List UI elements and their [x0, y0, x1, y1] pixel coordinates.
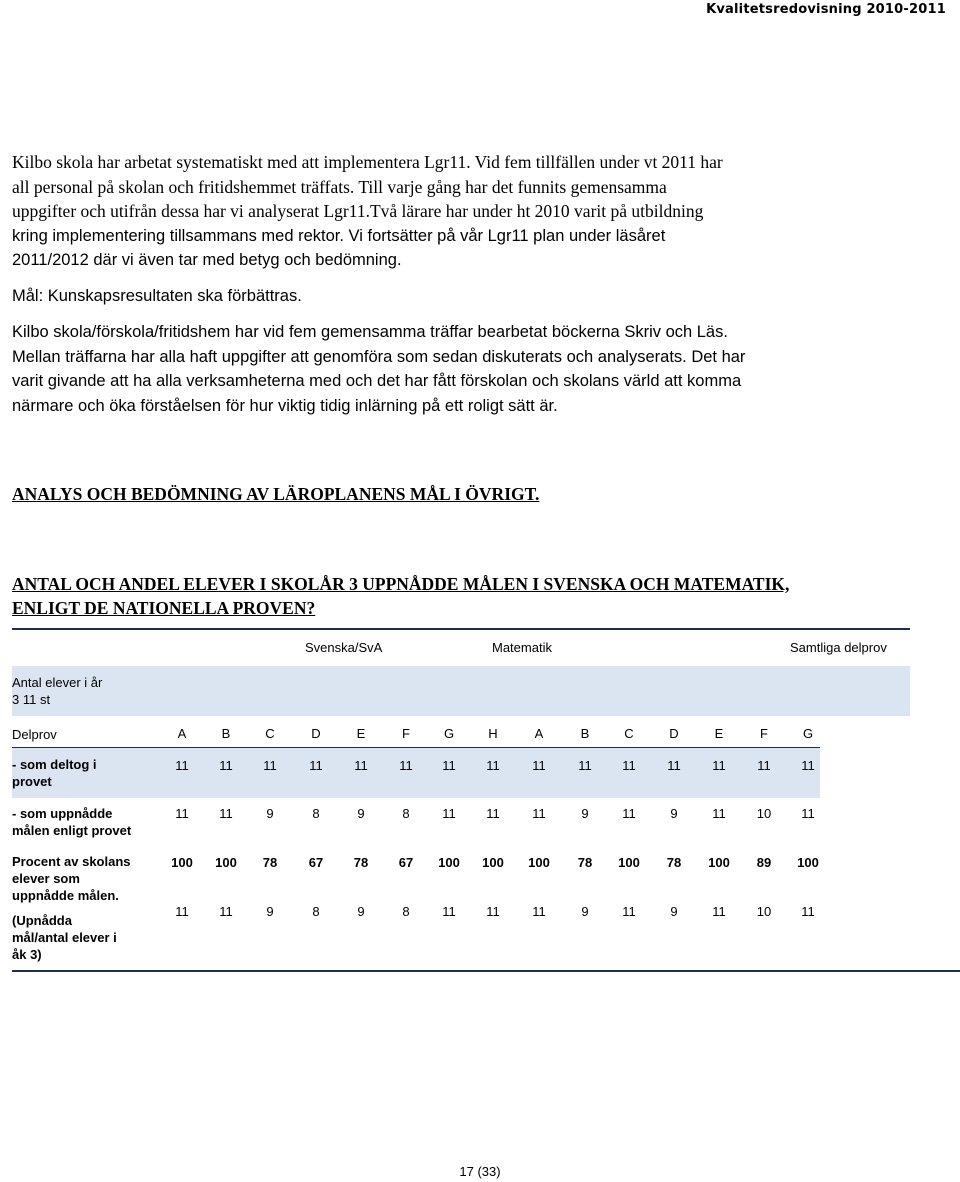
table-cell: 78: [577, 855, 593, 870]
table-cell: 9: [357, 904, 365, 919]
table-cell: 100: [438, 855, 460, 870]
table-cell: 11: [486, 806, 500, 821]
row-label-percent: [12, 853, 142, 904]
table-cell: 9: [266, 806, 274, 821]
table-cell: 11: [219, 904, 233, 919]
table-cell: 11: [622, 904, 636, 919]
label-line: Procent av skolans: [12, 854, 131, 869]
text-line: Kilbo skola/förskola/fritidshem har vid fem gemensamma träffar bearbetat böckerna Skriv och Läs.: [12, 323, 728, 341]
table-cell: 9: [670, 806, 678, 821]
table-cell: 9: [266, 904, 274, 919]
table-cell: 11: [712, 806, 726, 821]
column-header: A: [177, 726, 187, 741]
paragraph-collaboration: [12, 320, 948, 418]
table-cell: 100: [708, 855, 730, 870]
antal-elever-label: [12, 674, 142, 708]
table-cell: 8: [402, 904, 410, 919]
column-header: E: [356, 726, 366, 741]
table-cell: 11: [667, 758, 681, 773]
section-heading-analysis: ANALYS OCH BEDÖMNING AV LÄROPLANENS MÅL I ÖVRIGT.: [12, 484, 540, 504]
group-header-swedish: Svenska/SvA: [305, 640, 383, 655]
table-cell: 100: [171, 855, 193, 870]
table-cell: 11: [712, 758, 726, 773]
label-line: åk 3): [12, 947, 42, 962]
table-cell: 11: [757, 758, 771, 773]
table-cell: 11: [578, 758, 592, 773]
table-top-rule: [12, 628, 910, 630]
label-line: - som uppnådde: [12, 806, 113, 821]
column-header: G: [802, 726, 814, 741]
table-cell: 67: [398, 855, 414, 870]
table-cell: 100: [482, 855, 504, 870]
text-line: Mellan träffarna har alla haft uppgifter att genomföra som sedan diskuterats och analyserats. Det har: [12, 347, 746, 366]
page-number: 17 (33): [459, 1164, 501, 1179]
document-header: Kvalitetsredovisning 2010-2011: [706, 2, 946, 17]
section-heading-results: [12, 572, 789, 620]
label-line: Antal elever i år: [12, 675, 103, 690]
table-cell: 11: [354, 758, 368, 773]
table-cell: 8: [312, 806, 320, 821]
table-cell: 11: [532, 758, 546, 773]
table-cell: 11: [175, 904, 189, 919]
row-label-ratio: [12, 912, 142, 963]
band-rule: [12, 664, 910, 666]
heading-line: ENLIGT DE NATIONELLA PROVEN?: [12, 598, 316, 618]
table-cell: 78: [262, 855, 278, 870]
table-cell: 10: [756, 806, 772, 821]
table-cell: 11: [442, 806, 456, 821]
text-line: Kilbo skola har arbetat systematiskt med att implementera Lgr11. Vid fem tillfällen under vt 2011 har: [12, 152, 723, 172]
column-header: G: [443, 726, 455, 741]
label-line: mål/antal elever i: [12, 930, 117, 945]
table-cell: 100: [215, 855, 237, 870]
table-cell: 11: [263, 758, 277, 773]
label-line: - som deltog i: [12, 757, 97, 772]
row-rule: [12, 747, 820, 748]
column-header: D: [669, 726, 679, 741]
table-cell: 11: [712, 904, 726, 919]
row-label-participated: [12, 756, 142, 790]
table-cell: 100: [528, 855, 550, 870]
table-bottom-rule: [12, 970, 960, 972]
table-cell: 100: [618, 855, 640, 870]
table-cell: 78: [666, 855, 682, 870]
text-line: uppgifter och utifrån dessa har vi analyserat Lgr11.Två lärare har under ht 2010 varit på utbildning: [12, 201, 704, 221]
group-header-all: Samtliga delprov: [790, 640, 887, 655]
table-cell: 78: [353, 855, 369, 870]
table-cell: 11: [801, 806, 815, 821]
label-line: målen enligt provet: [12, 823, 132, 838]
label-line: elever som: [12, 871, 80, 886]
table-cell: 11: [622, 758, 636, 773]
table-cell: 11: [801, 758, 815, 773]
label-line: 3 11 st: [12, 692, 51, 707]
table-cell: 9: [357, 806, 365, 821]
table-cell: 11: [486, 904, 500, 919]
table-cell: 89: [756, 855, 772, 870]
label-line: uppnådde målen.: [12, 888, 119, 903]
table-cell: 11: [309, 758, 323, 773]
table-cell: 11: [175, 758, 189, 773]
delprov-label: Delprov: [12, 727, 57, 742]
column-header: B: [221, 726, 231, 741]
table-cell: 9: [670, 904, 678, 919]
table-cell: 11: [399, 758, 413, 773]
column-header: E: [714, 726, 724, 741]
paragraph-implementation: [12, 150, 948, 273]
table-cell: 67: [308, 855, 324, 870]
column-header: D: [311, 726, 321, 741]
heading-line: ANTAL OCH ANDEL ELEVER I SKOLÅR 3 UPPNÅDDE MÅLEN I SVENSKA OCH MATEMATIK,: [12, 574, 790, 594]
column-header: C: [624, 726, 634, 741]
group-header-math: Matematik: [492, 640, 552, 655]
table-cell: 11: [442, 904, 456, 919]
table-cell: 11: [801, 904, 815, 919]
column-header: F: [402, 726, 410, 741]
table-cell: 9: [581, 806, 589, 821]
table-cell: 8: [402, 806, 410, 821]
text-line: 2011/2012 där vi även tar med betyg och bedömning.: [12, 251, 402, 269]
row-label-achieved: [12, 805, 142, 839]
column-header: A: [534, 726, 544, 741]
text-line: all personal på skolan och fritidshemmet träffats. Till varje gång har det funnits gemensamma: [12, 176, 667, 197]
table-cell: 100: [797, 855, 819, 870]
table-cell: 8: [312, 904, 320, 919]
goal-text: Mål: Kunskapsresultaten ska förbättras.: [12, 287, 302, 305]
column-header: F: [760, 726, 768, 741]
text-line: varit givande att ha alla verksamheterna med och det har fått förskolan och skolans värld att komma: [12, 372, 742, 390]
table-cell: 11: [442, 758, 456, 773]
table-cell: 11: [219, 806, 233, 821]
table-cell: 11: [486, 758, 500, 773]
table-cell: 10: [756, 904, 772, 919]
table-cell: 11: [622, 806, 636, 821]
table-cell: 11: [532, 904, 546, 919]
table-cell: 11: [175, 806, 189, 821]
text-line: närmare och öka förståelsen för hur viktig tidig inlärning på ett roligt sätt är.: [12, 396, 558, 415]
label-line: (Upnådda: [12, 913, 72, 928]
table-cell: 11: [219, 758, 233, 773]
column-header: H: [488, 726, 498, 741]
column-header: C: [265, 726, 275, 741]
header-band: [12, 664, 910, 716]
table-cell: 11: [532, 806, 546, 821]
label-line: provet: [12, 774, 52, 789]
column-header: B: [580, 726, 590, 741]
table-cell: 9: [581, 904, 589, 919]
text-line: kring implementering tillsammans med rektor. Vi fortsätter på vår Lgr11 plan under läsåret: [12, 226, 666, 245]
